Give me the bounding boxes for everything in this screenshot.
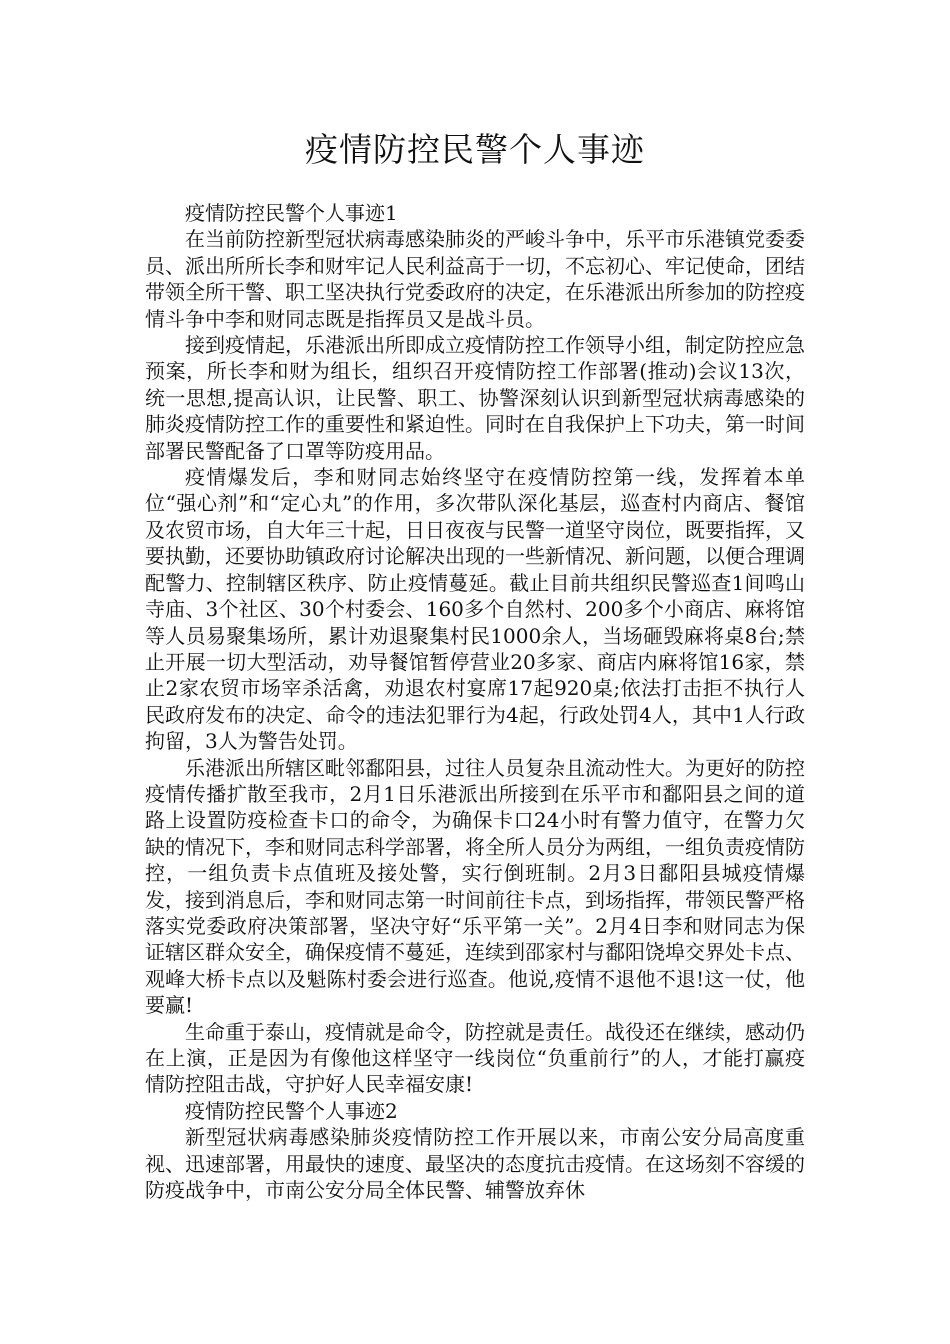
document-body: [145, 200, 805, 1203]
body-paragraph: 乐港派出所辖区毗邻鄱阳县，过往人员复杂且流动性大。为更好的防控疫情传播扩散至我市，2月1日乐港派出所接到在乐平市和鄱阳县之间的道路上设置防疫检查卡口的命令，为确保卡口24小时有警力值守，在警力欠缺的情况下，李和财同志科学部署，将全所人员分为两组，一组负责疫情防控，一组负责卡点值班及接处警，实行倒班制。2月3日鄱阳县城疫情爆发，接到消息后，李和财同志第一时间前往卡点，到场指挥，带领民警严格落实党委政府决策部署，坚决守好“乐平第一关”。2月4日李和财同志为保证辖区群众安全，确保疫情不蔓延，连续到邵家村与鄱阳饶埠交界处卡点、观峰大桥卡点以及魁陈村委会进行巡查。他说,疫情不退他不退!这一仗，他要赢!: [145, 755, 805, 1018]
body-paragraph: 接到疫情起，乐港派出所即成立疫情防控工作领导小组，制定防控应急预案，所长李和财为组长，组织召开疫情防控工作部署(推动)会议13次，统一思想,提高认识，让民警、职工、协警深刻认识到新型冠状病毒感染的肺炎疫情防控工作的重要性和紧迫性。同时在自我保护上下功夫，第一时间部署民警配备了口罩等防疫用品。: [145, 333, 805, 463]
body-paragraph: 疫情爆发后，李和财同志始终坚守在疫情防控第一线，发挥着本单位“强心剂”和“定心丸”的作用，多次带队深化基层，巡查村内商店、餐馆及农贸市场，自大年三十起，日日夜夜与民警一道坚守岗位，既要指挥，又要执勤，还要协助镇政府讨论解决出现的一些新情况、新问题，以便合理调配警力、控制辖区秩序、防止疫情蔓延。截止目前共组织民警巡查1间鸣山寺庙、3个社区、30个村委会、160多个自然村、200多个小商店、麻将馆等人员易聚集场所，累计劝退聚集村民1000余人，当场砸毁麻将桌8台;禁止开展一切大型活动，劝导餐馆暂停营业20多家、商店内麻将馆16家，禁止2家农贸市场宰杀活禽，劝退农村宴席17起920桌;依法打击拒不执行人民政府发布的决定、命令的违法犯罪行为4起，行政处罚4人，其中1人行政拘留，3人为警告处罚。: [145, 465, 805, 754]
body-paragraph: 生命重于泰山，疫情就是命令，防控就是责任。战役还在继续，感动仍在上演，正是因为有像他这样坚守一线岗位“负重前行”的人，才能打赢疫情防控阻击战，守护好人民幸福安康!: [145, 1019, 805, 1097]
body-paragraph: 新型冠状病毒感染肺炎疫情防控工作开展以来，市南公安分局高度重视、迅速部署，用最快的速度、最坚决的态度抗击疫情。在这场刻不容缓的防疫战争中，市南公安分局全体民警、辅警放弃休: [145, 1125, 805, 1203]
document-title: 疫情防控民警个人事迹: [305, 130, 645, 169]
section-heading: 疫情防控民警个人事迹1: [185, 201, 398, 225]
section-heading: 疫情防控民警个人事迹2: [185, 1098, 398, 1123]
body-paragraph: 在当前防控新型冠状病毒感染肺炎的严峻斗争中，乐平市乐港镇党委委员、派出所所长李和财牢记人民利益高于一切，不忘初心、牢记使命，团结带领全所干警、职工坚决执行党委政府的决定，在乐港派出所参加的防控疫情斗争中李和财同志既是指挥员又是战斗员。: [145, 227, 805, 331]
